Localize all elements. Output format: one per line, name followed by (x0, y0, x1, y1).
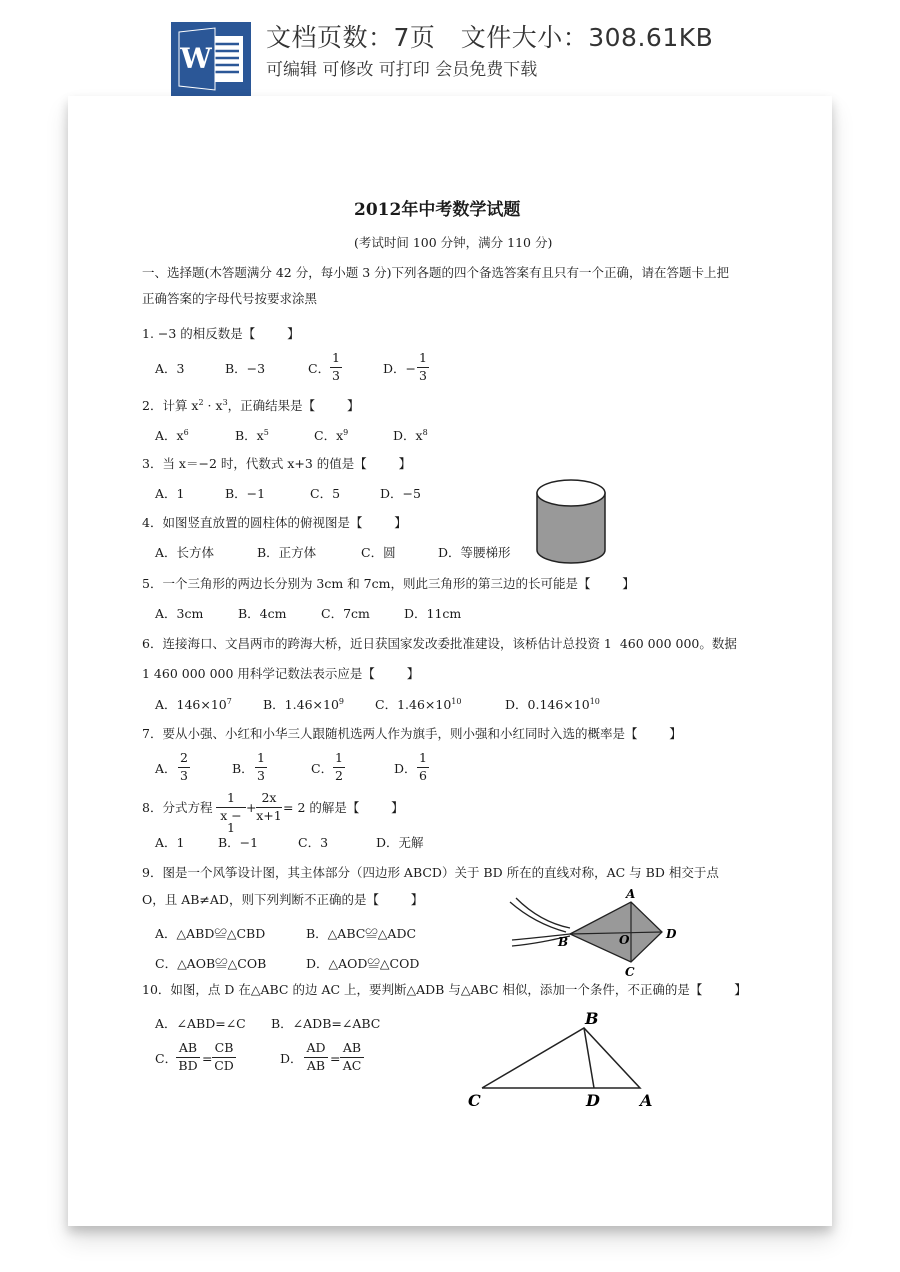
kite-figure (506, 888, 686, 978)
q7-d-fraction: 1 6 (417, 752, 429, 782)
q2-option-c: C．$x^9$ (314, 428, 349, 444)
q9-option-a: A．△ABD≌△CBD (155, 926, 266, 941)
exam-info: (考试时间 100 分钟，满分 110 分) (354, 235, 553, 250)
q6-option-c: C．$1.46\times 10^{10}$ (375, 697, 462, 713)
kite-label-c: C (625, 965, 635, 978)
kite-label-o: O (619, 933, 630, 947)
q4-option-a: A．长方体 (155, 545, 215, 560)
q5-option-c: C．7cm (321, 606, 370, 621)
q7-option-b: B． (232, 761, 254, 776)
word-icon-letter: W (180, 42, 212, 75)
section-instructions-line2: 正确答案的字母代号按要求涂黑 (142, 291, 318, 306)
q8-stem-post: = 2 的解是【 】 (283, 800, 404, 815)
q6-option-a: A．$146\times 10^7$ (155, 697, 232, 713)
q7-option-d: D． (394, 761, 417, 776)
q3-stem: 3．当 x＝−2 时，代数式 x+3 的值是【 】 (142, 456, 412, 471)
kite-label-d: D (666, 927, 677, 941)
q1-d-fraction: 1 3 (417, 352, 429, 382)
q6-option-d: D．$0.146\times 10^{10}$ (505, 697, 600, 713)
q2-stem: 2．计算 $x^2 \cdot x^3$，正确结果是【 】 (142, 398, 360, 414)
q8-option-d: D．无解 (376, 835, 424, 850)
q6-stem-line2: 1 460 000 000 用科学记数法表示应是【 】 (142, 666, 420, 681)
q3-option-d: D．−5 (380, 486, 421, 501)
document-page (68, 96, 832, 1226)
q3-option-c: C．5 (310, 486, 341, 501)
q10-d-fraction-1: AD AB (304, 1042, 328, 1072)
q4-option-d: D．等腰梯形 (438, 545, 511, 560)
q1-option-c: C． (308, 361, 331, 376)
triangle-label-b: B (585, 1009, 599, 1028)
q8-plus: + (246, 800, 257, 815)
q7-stem: 7．要从小强、小红和小华三人跟随机选两人作为旗手，则小强和小红同时入选的概率是【 】 (142, 726, 682, 741)
q4-option-c: C．圆 (361, 545, 396, 560)
kite-label-b: B (558, 935, 569, 949)
download-banner (0, 0, 900, 100)
q5-option-d: D．11cm (404, 606, 462, 621)
q10-stem: 10．如图，点 D 在△ABC 的边 AC 上，要判断△ADB 与△ABC 相似，添加一个条件，不正确的是【 】 (142, 982, 747, 997)
q2-option-d: D．$x^8$ (393, 428, 428, 444)
q10-c-fraction-1: AB BD (176, 1042, 200, 1072)
q8-fraction-1: 1 x − 1 (216, 792, 246, 835)
q3-option-a: A．1 (155, 486, 185, 501)
q6-stem-line1: 6．连接海口、文昌两市的跨海大桥，近日获国家发改委批准建设，该桥估计总投资 1 460 000 000。数据 (142, 636, 737, 651)
q10-option-a: A．∠ABD=∠C (155, 1016, 246, 1031)
q7-option-c: C． (311, 761, 334, 776)
q1-option-a: A．3 (155, 361, 185, 376)
q8-option-b: B．−1 (218, 835, 259, 850)
q1-option-b: B．−3 (225, 361, 266, 376)
q4-stem: 4．如图竖直放置的圆柱体的俯视图是【 】 (142, 515, 407, 530)
q10-d-equals: = (330, 1051, 341, 1066)
section-instructions-line1: 一、选择题(木答题满分 42 分，每小题 3 分)下列各题的四个备选答案有且只有一个正确，请在答题卡上把 (142, 265, 730, 280)
q10-option-b: B．∠ADB=∠ABC (271, 1016, 381, 1031)
q1-option-d: D．− (383, 361, 416, 376)
q9-option-c: C．△AOB≌△COB (155, 956, 267, 971)
q10-option-c: C． (155, 1051, 178, 1066)
triangle-label-a: A (640, 1091, 653, 1110)
q8-stem-pre: 8．分式方程 (142, 800, 213, 815)
q2-option-b: B．$x^5$ (235, 428, 269, 444)
q5-option-a: A．3cm (155, 606, 204, 621)
q10-option-d: D． (280, 1051, 303, 1066)
q10-c-fraction-2: CB CD (212, 1042, 236, 1072)
q7-b-fraction: 1 3 (255, 752, 267, 782)
q7-a-fraction: 2 3 (178, 752, 190, 782)
q10-c-equals: = (202, 1051, 213, 1066)
q8-fraction-2: 2x x+1 (256, 790, 282, 823)
q9-stem-line2: O，且 AB≠AD，则下列判断不正确的是【 】 (142, 892, 424, 907)
q1-stem: 1. −3 的相反数是【 】 (142, 326, 300, 341)
q7-option-a: A． (155, 761, 177, 776)
q8-option-c: C．3 (298, 835, 329, 850)
q9-option-b: B．△ABC≌△ADC (306, 926, 417, 941)
word-document-icon (171, 22, 251, 96)
triangle-figure (464, 1006, 664, 1116)
q10-d-fraction-2: AB AC (340, 1042, 364, 1072)
q3-option-b: B．−1 (225, 486, 266, 501)
q2-option-a: A．$x^6$ (155, 428, 189, 444)
page-title: 2012年中考数学试题 (354, 200, 521, 220)
banner-subtitle: 可编辑 可修改 可打印 会员免费下载 (266, 60, 538, 80)
triangle-label-c: C (468, 1091, 481, 1110)
q1-c-fraction: 1 3 (330, 352, 342, 382)
q8-option-a: A．1 (155, 835, 185, 850)
q4-option-b: B．正方体 (257, 545, 317, 560)
cylinder-figure (534, 476, 608, 568)
banner-title: 文档页数：7页 文件大小：308.61KB (266, 23, 714, 52)
q9-stem-line1: 9．图是一个风筝设计图，其主体部分（四边形 ABCD）关于 BD 所在的直线对称，AC 与 BD 相交于点 (142, 865, 719, 880)
q5-stem: 5．一个三角形的两边长分别为 3cm 和 7cm，则此三角形的第三边的长可能是【 】 (142, 576, 635, 591)
q9-option-d: D．△AOD≌△COD (306, 956, 420, 971)
q7-c-fraction: 1 2 (333, 752, 345, 782)
q5-option-b: B．4cm (238, 606, 287, 621)
kite-label-a: A (626, 888, 636, 901)
q6-option-b: B．$1.46\times 10^9$ (263, 697, 344, 713)
triangle-label-d: D (586, 1091, 600, 1110)
